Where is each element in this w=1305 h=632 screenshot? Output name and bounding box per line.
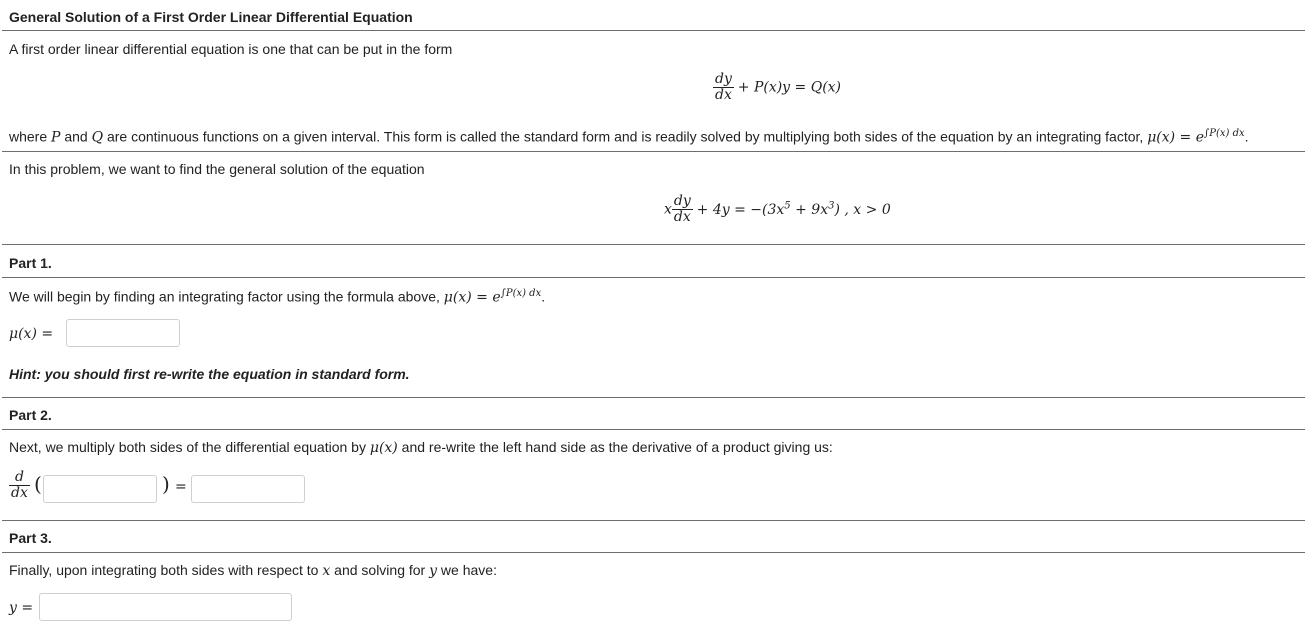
hint-text: Hint: you should first re-write the equation in standard form.: [9, 366, 410, 382]
page-title: General Solution of a First Order Linear Differential Equation: [9, 9, 413, 25]
part1-label: Part 1.: [9, 255, 52, 271]
problem-intro-text: In this problem, we want to find the general solution of the equation: [9, 161, 425, 177]
divider: [2, 429, 1305, 430]
rhs-input[interactable]: [191, 475, 305, 503]
left-paren: (: [34, 472, 42, 496]
equals-sign: =: [175, 479, 187, 495]
product-input[interactable]: [43, 475, 157, 503]
derivative-fraction: $\frac{dy}{dx}$: [673, 193, 691, 225]
divider: [2, 520, 1305, 521]
right-paren: ): [162, 472, 170, 496]
standard-form-equation: [713, 72, 841, 103]
divider: [2, 397, 1305, 398]
divider: [2, 151, 1305, 152]
where-text: where P and Q are continuous functions on a given interval. This form is called the standard form and is readily solved by multiplying both sides of the equation by an integrating factor, $\mu(x) = e^{\int P(x) dx}$.: [9, 128, 1249, 146]
mu-answer-input[interactable]: [66, 319, 180, 347]
intro-text: A first order linear differential equation is one that can be put in the form: [9, 41, 453, 57]
part3-text: Finally, upon integrating both sides with respect to x and solving for y we have:: [9, 562, 497, 579]
derivative-operator: $\frac{d}{dx}$: [11, 469, 28, 501]
problem-equation: x $\frac{dy}{dx}$ + $4y = -(3x^5 + 9x^3)$ , x > 0: [664, 193, 891, 225]
part1-text: We will begin by finding an integrating factor using the formula above, $\mu(x) = e^{\int P(x) dx}$.: [9, 288, 546, 306]
y-answer-input[interactable]: [39, 593, 292, 621]
derivative-fraction: $\frac{dy}{dx}$: [715, 71, 732, 103]
divider: [2, 244, 1305, 245]
equation-rest: + P(x)y = Q(x): [737, 79, 842, 96]
divider: [2, 277, 1305, 278]
y-answer-label: y =: [9, 600, 34, 616]
divider: [2, 30, 1305, 31]
part3-label: Part 3.: [9, 530, 52, 546]
part2-text: Next, we multiply both sides of the differential equation by μ(x) and re-write the left hand side as the derivative of a product giving us:: [9, 439, 833, 456]
mu-answer-label: μ(x) =: [9, 326, 54, 342]
part2-label: Part 2.: [9, 407, 52, 423]
divider: [2, 552, 1305, 553]
